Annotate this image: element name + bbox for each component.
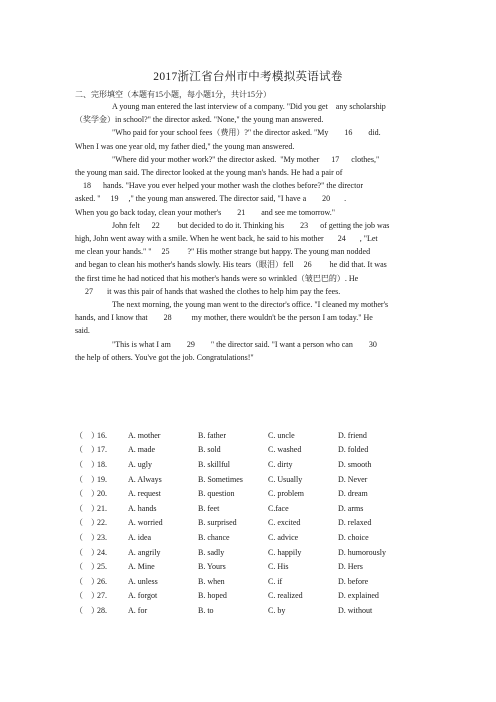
answer-blank[interactable]: （ ） <box>75 489 99 499</box>
answer-blank[interactable]: （ ） <box>75 605 99 615</box>
option-c: C. dirty <box>268 459 293 469</box>
option-d: D. smooth <box>338 459 372 469</box>
option-c: C. problem <box>268 489 304 499</box>
option-b: B. feet <box>198 503 220 513</box>
passage-line: said. <box>75 326 90 336</box>
option-d: D. Never <box>338 474 368 484</box>
option-d: D. before <box>338 576 369 586</box>
option-c: C. His <box>268 562 289 572</box>
option-row <box>75 457 455 472</box>
option-b: B. to <box>198 605 214 615</box>
option-d: D. friend <box>338 430 367 440</box>
option-a: A. Always <box>128 474 162 484</box>
option-a: A. unless <box>128 576 158 586</box>
answer-blank[interactable]: （ ） <box>75 430 99 440</box>
option-a: A. angrily <box>128 547 161 557</box>
option-c: C. Usually <box>268 474 303 484</box>
option-c: C. realized <box>268 591 303 601</box>
question-number: 22. <box>97 518 107 528</box>
question-number: 25. <box>97 562 107 572</box>
question-number: 20. <box>97 489 107 499</box>
passage-line: John felt 22 but decided to do it. Thinking his 23 of getting the job was <box>112 220 390 230</box>
option-d: D. humorously <box>338 547 386 557</box>
option-b: B. skillful <box>198 459 231 469</box>
answer-blank[interactable]: （ ） <box>75 532 99 542</box>
question-number: 16. <box>97 430 107 440</box>
answer-blank[interactable]: （ ） <box>75 562 99 572</box>
question-number: 26. <box>97 576 107 586</box>
option-c: C. uncle <box>268 430 295 440</box>
passage-line: high, John went away with a smile. When he went back, he said to his mother 24 , "Let <box>75 234 378 244</box>
passage-line: The next morning, the young man went to the director's office. "I cleaned my mother's <box>112 300 389 310</box>
passage-line: When you go back today, clean your mother's 21 and see me tomorrow." <box>75 207 336 217</box>
option-a: A. idea <box>128 532 152 542</box>
option-row <box>75 589 455 604</box>
option-a: A. Mine <box>128 562 155 572</box>
passage-line: 27 it was this pair of hands that washed the clothes to help him pay the fees. <box>75 286 341 296</box>
answer-blank[interactable]: （ ） <box>75 591 99 601</box>
page-title: 2017浙江省台州市中考模拟英语试卷 <box>153 71 343 83</box>
option-d: D. folded <box>338 445 369 455</box>
answer-blank[interactable]: （ ） <box>75 576 99 586</box>
option-row <box>75 530 455 545</box>
passage-line: and began to clean his mother's hands slowly. His tears（眼泪）fell 26 he did that. It was <box>75 260 387 270</box>
option-b: B. when <box>198 576 225 586</box>
answer-blank[interactable]: （ ） <box>75 547 99 557</box>
option-row <box>75 545 455 560</box>
option-row <box>75 486 455 501</box>
option-row <box>75 501 455 516</box>
option-a: A. forgot <box>128 591 158 601</box>
question-number: 23. <box>97 532 107 542</box>
option-d: D. explained <box>338 591 379 601</box>
option-c: C. excited <box>268 518 301 528</box>
question-number: 19. <box>97 474 107 484</box>
passage-line: 18 hands. "Have you ever helped your mother wash the clothes before?" the director <box>75 181 363 191</box>
option-a: A. mother <box>128 430 161 440</box>
section-heading: 二、完形填空（本题有15小题，每小题1分，共计15分） <box>75 90 271 99</box>
passage-line: "This is what I am 29 " the director said. "I want a person who can 30 <box>112 339 377 349</box>
option-d: D. choice <box>338 532 369 542</box>
answer-blank[interactable]: （ ） <box>75 503 99 513</box>
option-b: B. Yours <box>198 562 226 572</box>
option-a: A. hands <box>128 503 157 513</box>
passage-line: （奖学金）in school?" the director asked. "None," the young man answered. <box>75 115 324 125</box>
passage-line: "Where did your mother work?" the director asked. "My mother 17 clothes," <box>112 154 380 164</box>
option-a: A. ugly <box>128 459 152 469</box>
passage-line: A young man entered the last interview of a company. "Did you get any scholarship <box>112 102 386 111</box>
question-number: 24. <box>97 547 107 557</box>
option-c: C. if <box>268 576 283 586</box>
option-b: B. hoped <box>198 591 227 601</box>
option-d: D. without <box>338 605 373 615</box>
option-row <box>75 559 455 574</box>
question-number: 28. <box>97 605 107 615</box>
passage-line: the first time he had noticed that his mother's hands were so wrinkled（皱巴巴的）. He <box>75 273 359 283</box>
passage-line: me clean your hands." " 25 ?" His mother strange but happy. The young man nodded <box>75 247 371 257</box>
passage-line: asked. " 19 ," the young man answered. The director said, "I have a 20 . <box>75 194 347 204</box>
passage-line: "Who paid for your school fees（费用）?" the director asked. "My 16 did. <box>112 128 381 138</box>
option-a: A. worried <box>128 518 163 528</box>
option-d: D. arms <box>338 503 364 513</box>
option-b: B. sold <box>198 445 221 455</box>
question-number: 18. <box>97 459 107 469</box>
question-number: 17. <box>97 445 107 455</box>
option-a: A. request <box>128 489 161 499</box>
answer-blank[interactable]: （ ） <box>75 445 99 455</box>
option-row <box>75 443 455 458</box>
passage-line: the young man said. The director looked at the young man's hands. He had a pair of <box>75 168 343 178</box>
option-c: C. by <box>268 605 286 615</box>
options-list <box>75 428 455 618</box>
passage-line: the help of others. You've got the job. Congratulations!" <box>75 352 254 362</box>
passage-line: When I was one year old, my father died," the young man answered. <box>75 141 295 151</box>
option-c: C.face <box>268 503 289 513</box>
option-b: B. sadly <box>198 547 225 557</box>
option-c: C. happily <box>268 547 302 557</box>
option-b: B. chance <box>198 532 230 542</box>
option-a: A. made <box>128 445 156 455</box>
option-b: B. question <box>198 489 235 499</box>
option-row <box>75 472 455 487</box>
option-d: D. dream <box>338 489 368 499</box>
option-row <box>75 574 455 589</box>
option-b: B. Sometimes <box>198 474 243 484</box>
passage-line: hands, and I know that 28 my mother, there wouldn't be the person I am today." He <box>75 313 373 323</box>
question-number: 21. <box>97 503 107 513</box>
question-number: 27. <box>97 591 107 601</box>
option-row <box>75 516 455 531</box>
answer-blank[interactable]: （ ） <box>75 474 99 484</box>
option-b: B. surprised <box>198 518 237 528</box>
option-row <box>75 603 455 618</box>
option-c: C. washed <box>268 445 302 455</box>
option-row <box>75 428 455 443</box>
option-d: D. Hers <box>338 562 363 572</box>
answer-blank[interactable]: （ ） <box>75 518 99 528</box>
answer-blank[interactable]: （ ） <box>75 459 99 469</box>
option-b: B. father <box>198 430 226 440</box>
cloze-passage <box>75 100 450 364</box>
option-c: C. advice <box>268 532 299 542</box>
option-a: A. for <box>128 605 148 615</box>
option-d: D. relaxed <box>338 518 372 528</box>
